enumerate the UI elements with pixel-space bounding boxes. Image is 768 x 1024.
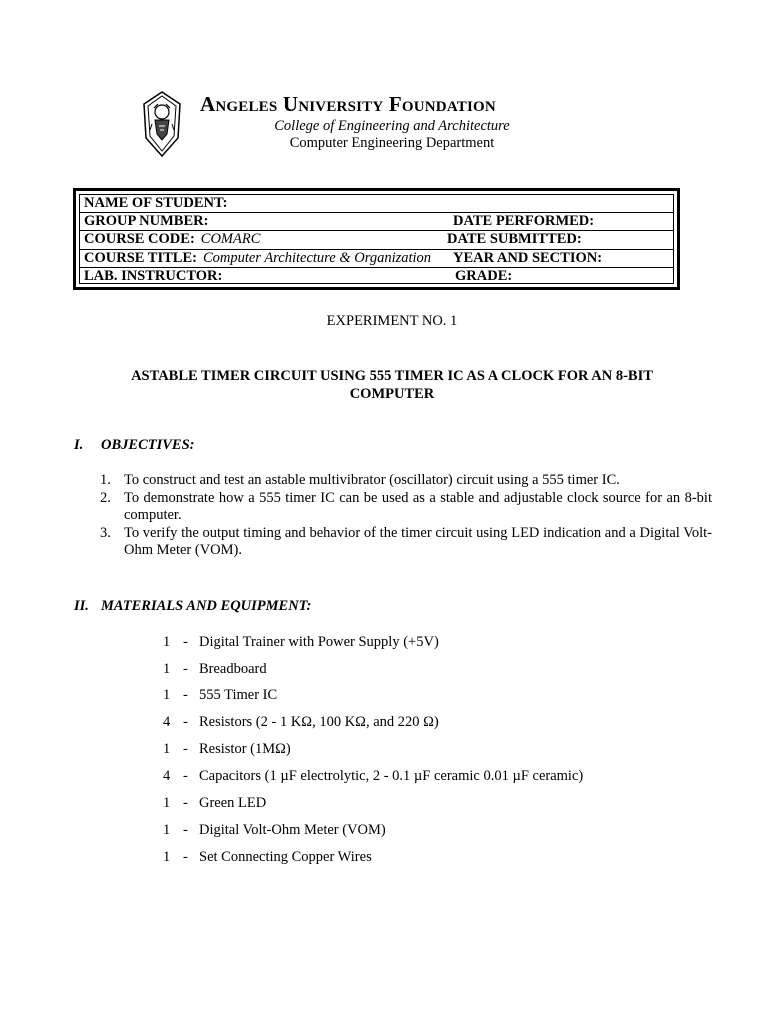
item-dash: - [183, 795, 188, 811]
course-code-field [84, 231, 260, 248]
item-description: Capacitors (1 µF electrolytic, 2 - 0.1 µF ceramic 0.01 µF ceramic) [199, 768, 584, 784]
item-number: 2. [100, 489, 111, 506]
list-item [100, 525, 712, 560]
item-text: To verify the output timing and behavior of the timer circuit using LED indication and a Digital Volt-Ohm Meter (VOM). [124, 524, 712, 558]
grade-label: GRADE: [455, 267, 513, 284]
materials-heading [74, 598, 424, 618]
section-number: II. [74, 598, 89, 614]
item-description: 555 Timer IC [199, 687, 278, 703]
objectives-heading [74, 437, 374, 457]
item-number: 1. [100, 472, 111, 488]
item-quantity: 1 [163, 634, 171, 650]
table-row [80, 268, 673, 286]
list-item [100, 490, 712, 525]
item-quantity: 4 [163, 714, 171, 730]
item-quantity: 1 [163, 795, 171, 811]
item-text: To demonstrate how a 555 timer IC can be used as a stable and adjustable clock source for an 8-bit computer. [124, 489, 712, 523]
item-description: Green LED [199, 795, 267, 811]
table-row [80, 195, 673, 213]
item-quantity: 4 [163, 768, 171, 784]
item-description: Resistors (2 - 1 KΩ, 100 KΩ, and 220 Ω) [199, 714, 439, 730]
student-info-table [73, 188, 680, 290]
experiment-number: EXPERIMENT NO. 1 [326, 313, 458, 329]
group-number-label: GROUP NUMBER: [84, 213, 209, 230]
year-and-section-label: YEAR AND SECTION: [453, 249, 603, 266]
course-title-value: Computer Architecture & Organization [202, 249, 432, 266]
college-name: College of Engineering and Architecture [274, 118, 510, 134]
item-quantity: 1 [163, 741, 171, 757]
section-title: OBJECTIVES: [101, 437, 195, 453]
item-quantity: 1 [163, 661, 171, 677]
item-description: Digital Volt-Ohm Meter (VOM) [199, 822, 386, 838]
item-dash: - [183, 849, 188, 865]
university-name: Angeles University Foundation [200, 92, 496, 116]
course-code-label: COURSE CODE: [84, 231, 195, 248]
item-dash: - [183, 687, 188, 703]
item-quantity: 1 [163, 687, 171, 703]
course-code-value: COMARC [200, 231, 261, 248]
experiment-title: ASTABLE TIMER CIRCUIT USING 555 TIMER IC AS A CLOCK FOR AN 8-BIT COMPUTER [131, 368, 653, 402]
item-quantity: 1 [163, 849, 171, 865]
item-dash: - [183, 634, 188, 650]
table-row [80, 250, 673, 268]
item-dash: - [183, 714, 188, 730]
item-number: 3. [100, 524, 111, 541]
item-text: To construct and test an astable multivibrator (oscillator) circuit using a 555 timer IC. [124, 472, 620, 488]
date-performed-label: DATE PERFORMED: [453, 213, 595, 230]
item-description: Breadboard [199, 661, 267, 677]
name-of-student-label: NAME OF STUDENT: [84, 195, 228, 211]
item-dash: - [183, 741, 188, 757]
lab-instructor-label: LAB. INSTRUCTOR: [84, 267, 223, 284]
item-description: Digital Trainer with Power Supply (+5V) [199, 634, 439, 650]
department-name: Computer Engineering Department [289, 135, 495, 151]
item-dash: - [183, 822, 188, 838]
item-dash: - [183, 768, 188, 784]
item-description: Resistor (1MΩ) [199, 741, 291, 757]
list-item [100, 472, 712, 490]
objectives-list [100, 472, 712, 560]
course-title-label: COURSE TITLE: [84, 249, 197, 266]
section-number: I. [74, 437, 84, 453]
item-dash: - [183, 661, 188, 677]
item-description: Set Connecting Copper Wires [199, 849, 372, 865]
date-submitted-label: DATE SUBMITTED: [447, 231, 582, 248]
table-row [80, 213, 673, 231]
course-title-field [84, 250, 431, 267]
table-row [80, 231, 673, 249]
section-title: MATERIALS AND EQUIPMENT: [101, 598, 312, 614]
item-quantity: 1 [163, 822, 171, 838]
